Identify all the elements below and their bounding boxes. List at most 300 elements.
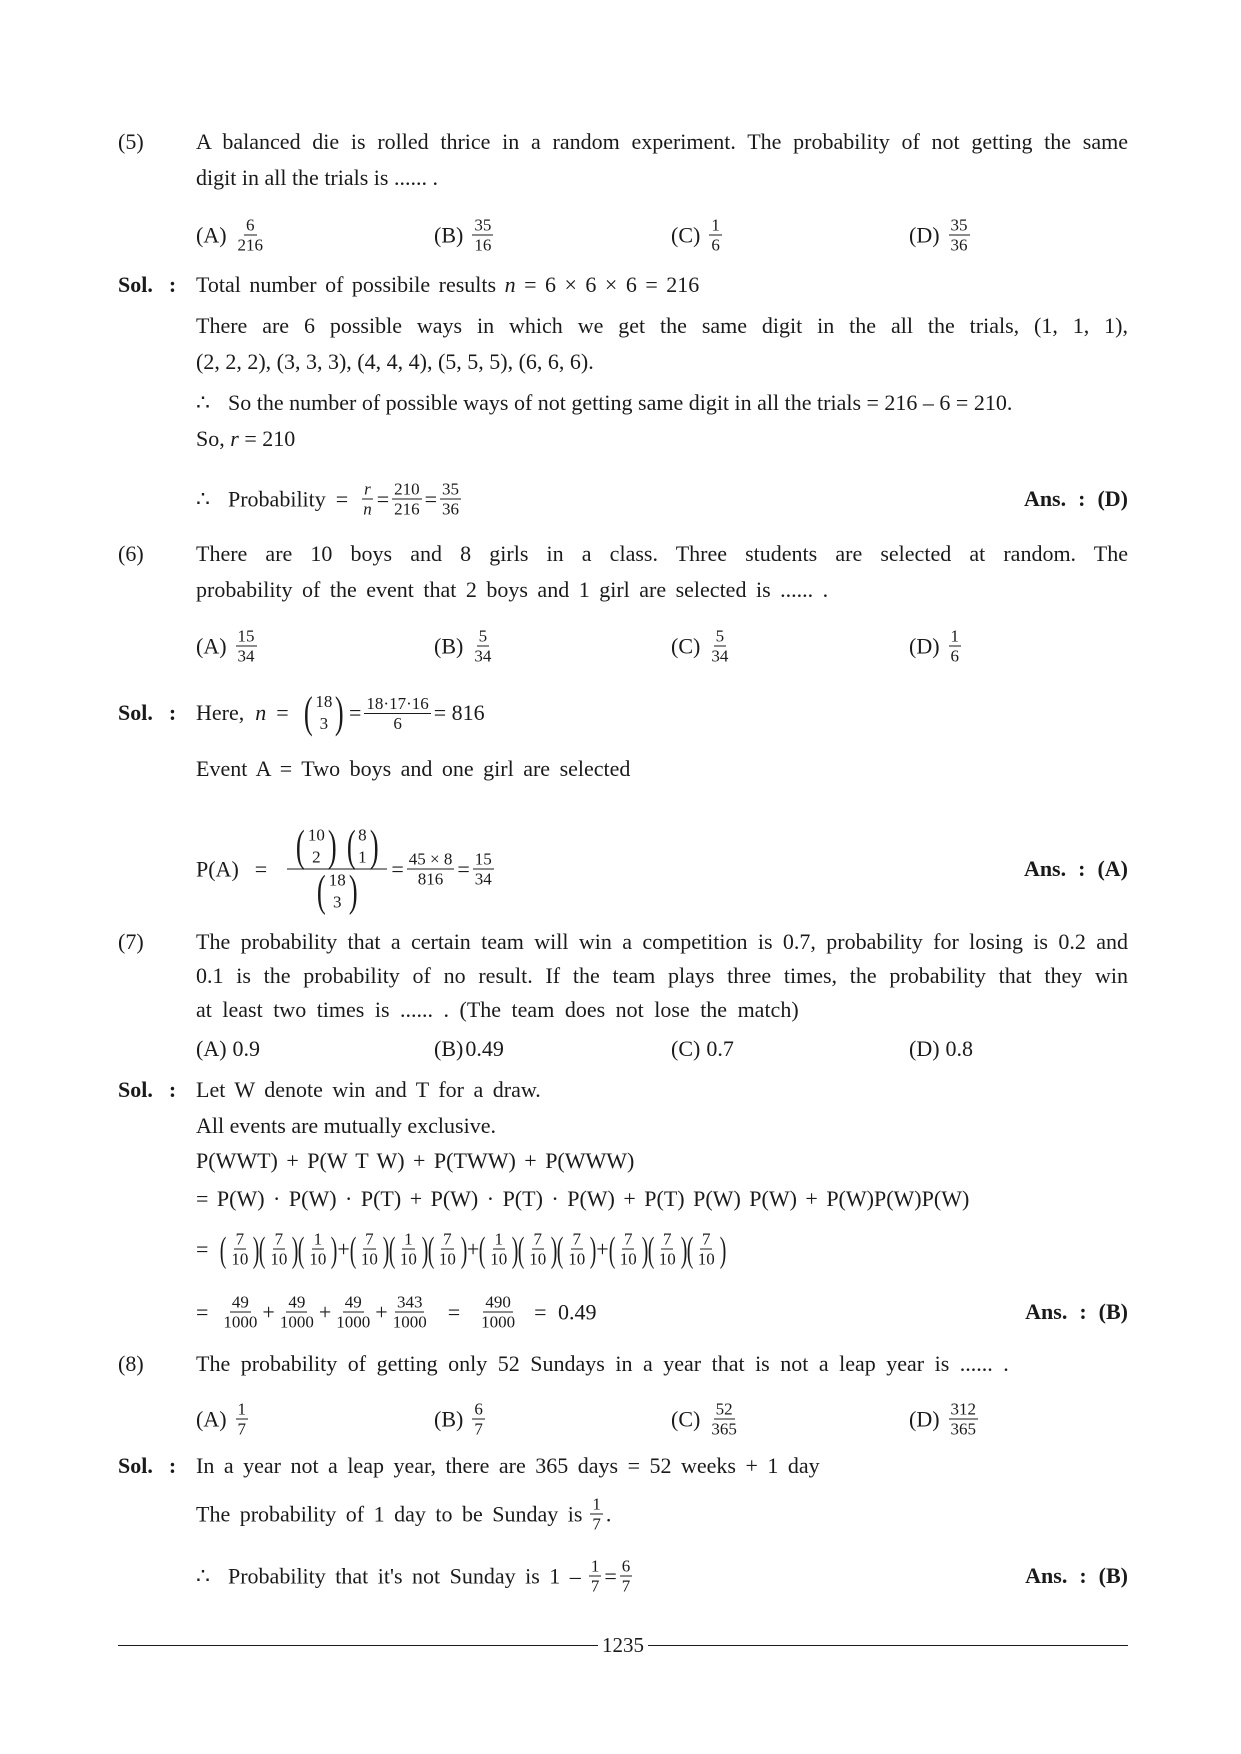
paren: ( xyxy=(388,1229,396,1269)
numerator: 7 xyxy=(662,1229,672,1249)
denominator: 6 xyxy=(950,646,960,666)
fraction xyxy=(473,850,494,889)
numerator: 6 xyxy=(246,215,255,235)
numerator: 6 xyxy=(621,1556,631,1576)
answer-value: (A) xyxy=(1097,856,1128,881)
numerator: 7 xyxy=(274,1229,284,1249)
answer xyxy=(1025,1299,1128,1325)
paren: ( xyxy=(298,1229,305,1269)
solution-line: Let W denote win and T for a draw. xyxy=(196,1077,541,1102)
numerator: 1 xyxy=(313,1229,323,1249)
parenthesized-fraction xyxy=(648,1230,687,1269)
fraction xyxy=(440,480,461,519)
equals: = xyxy=(276,700,289,725)
denominator: 1000 xyxy=(279,1312,314,1332)
denominator: 10 xyxy=(697,1249,715,1269)
equals: = xyxy=(196,1299,209,1324)
text: Probability that it's not Sunday is 1 – xyxy=(228,1563,581,1588)
parenthesized-fraction xyxy=(479,1230,518,1269)
question-text: probability of the event that 2 boys and 1 girl are selected is ...... . xyxy=(196,577,829,602)
text: = 6 × 6 × 6 = 216 xyxy=(524,272,700,297)
option-label: (B) xyxy=(434,1406,464,1431)
denominator: 10 xyxy=(658,1249,676,1269)
text: = 210 xyxy=(244,426,296,451)
solution-label xyxy=(118,272,176,298)
sol-text: Sol. xyxy=(118,1077,153,1102)
fraction xyxy=(472,1400,485,1439)
denominator: 36 xyxy=(442,499,460,519)
fraction xyxy=(364,694,430,733)
option-label: (B) xyxy=(434,1036,464,1061)
solution-line xyxy=(196,426,295,452)
fraction xyxy=(709,1400,739,1439)
question-text: The probability that a certain team will win a competition is 0.7, probability for losing is 0.2 and xyxy=(196,929,1128,954)
sol-text: Sol. xyxy=(118,272,153,297)
denominator: 10 xyxy=(360,1249,378,1269)
solution-line: = P(W) · P(W) · P(T) + P(W) · P(T) · P(W) + P(T) P(W) P(W) + P(W)P(W)P(W) xyxy=(196,1186,970,1211)
denominator: 34 xyxy=(711,646,729,666)
question-text: 0.1 is the probability of no result. If the team plays three times, the probability that they win xyxy=(196,963,1128,988)
ans-label: Ans. xyxy=(1025,1299,1068,1324)
paren: ( xyxy=(608,1229,615,1269)
text: . xyxy=(605,1501,612,1526)
question-number: (6) xyxy=(118,541,144,566)
fraction xyxy=(334,1293,372,1332)
page-number: 1235 xyxy=(602,1633,644,1657)
equals: = xyxy=(196,1236,209,1261)
option-label: (A) xyxy=(196,1036,227,1061)
paren: ( xyxy=(303,688,313,737)
answer xyxy=(1025,1563,1128,1589)
equals: = xyxy=(391,856,404,881)
colon: : xyxy=(1079,1299,1087,1324)
binom-top: 8 xyxy=(358,825,367,845)
fraction xyxy=(590,1495,603,1534)
solution-line xyxy=(196,1557,635,1596)
text: So, xyxy=(196,426,225,451)
answer xyxy=(1024,856,1128,882)
binom-bottom: 3 xyxy=(333,892,342,912)
numerator: 7 xyxy=(235,1229,245,1249)
denominator: 6 xyxy=(393,713,402,733)
denominator: 6 xyxy=(711,235,720,255)
fraction xyxy=(278,1293,316,1332)
fraction xyxy=(620,1557,633,1596)
denominator: 34 xyxy=(474,869,492,889)
numerator: 1 xyxy=(404,1229,413,1249)
fraction xyxy=(479,1293,517,1332)
denominator: 34 xyxy=(237,646,255,666)
denominator: 7 xyxy=(474,1419,483,1439)
fraction xyxy=(398,1230,419,1269)
paren: ) xyxy=(331,1229,338,1269)
denominator: 1000 xyxy=(392,1312,427,1332)
paren: ) xyxy=(550,1229,558,1269)
numerator: 7 xyxy=(443,1229,452,1249)
binomial xyxy=(344,821,382,871)
option-b xyxy=(434,1036,504,1062)
paren: ( xyxy=(427,1229,435,1269)
plus: + xyxy=(337,1236,350,1261)
denominator: 10 xyxy=(399,1249,417,1269)
fraction xyxy=(589,1557,602,1596)
binom-top: 18 xyxy=(315,692,333,711)
option-label: (C) xyxy=(671,222,701,247)
fraction xyxy=(407,850,455,889)
numerator: 49 xyxy=(231,1292,249,1312)
option-d xyxy=(909,1400,981,1439)
numerator: 490 xyxy=(485,1292,511,1312)
numerator: 35 xyxy=(950,215,968,235)
solution-line: All events are mutually exclusive. xyxy=(196,1113,496,1138)
fraction xyxy=(287,821,387,916)
fraction xyxy=(236,216,266,255)
option-b xyxy=(434,216,496,255)
option-b xyxy=(434,1400,488,1439)
option-label: (A) xyxy=(196,1406,227,1431)
fraction xyxy=(709,216,722,255)
option-label: (B) xyxy=(434,222,464,247)
numerator: 35 xyxy=(442,479,460,499)
question-number: (7) xyxy=(118,929,144,954)
solution-line: There are 6 possible ways in which we get the same digit in the all the trials, (1, 1, 1), xyxy=(196,313,1128,338)
denominator: 16 xyxy=(474,235,492,255)
parenthesized-fraction xyxy=(609,1230,648,1269)
equals: = xyxy=(254,856,268,881)
colon: : xyxy=(168,272,177,297)
denominator: 7 xyxy=(237,1419,247,1439)
option-label: (B) xyxy=(434,633,464,658)
paren: ( xyxy=(317,866,326,916)
numerator: 210 xyxy=(394,479,420,499)
denominator: 1000 xyxy=(336,1312,371,1332)
paren: ) xyxy=(292,1229,299,1269)
option-a xyxy=(196,1036,260,1062)
option-label: (D) xyxy=(909,1036,940,1061)
numerator: 1 xyxy=(590,1556,600,1576)
option-label: (D) xyxy=(909,633,940,658)
equals: = xyxy=(348,700,362,725)
option-label: (D) xyxy=(909,222,940,247)
denominator: 1000 xyxy=(223,1312,258,1332)
paren: ( xyxy=(346,821,356,871)
numerator: 52 xyxy=(715,1399,733,1419)
result: = 0.49 xyxy=(534,1299,597,1324)
option-a xyxy=(196,627,260,666)
variable: n xyxy=(504,272,516,297)
plus: + xyxy=(375,1299,388,1324)
paren: ) xyxy=(719,1229,726,1269)
solution-label xyxy=(118,700,176,726)
parenthesized-fraction xyxy=(389,1230,428,1269)
numerator: 343 xyxy=(396,1292,423,1312)
text: Here, xyxy=(196,700,245,725)
paren: ) xyxy=(335,688,345,737)
fraction xyxy=(307,1230,328,1269)
plus: + xyxy=(318,1299,332,1324)
denominator: n xyxy=(363,499,372,519)
numerator: 49 xyxy=(344,1292,362,1312)
numerator: 312 xyxy=(950,1399,977,1419)
denominator: 10 xyxy=(231,1249,249,1269)
numerator: 18·17·16 xyxy=(366,693,429,713)
answer xyxy=(1024,486,1128,512)
text: The probability of 1 day to be Sunday is xyxy=(196,1501,583,1526)
fraction xyxy=(359,1230,380,1269)
question-text: digit in all the trials is ...... . xyxy=(196,165,438,190)
parenthesized-fraction xyxy=(518,1230,557,1269)
numerator: 35 xyxy=(474,215,492,235)
answer-value: (B) xyxy=(1098,1299,1128,1324)
paren: ) xyxy=(327,821,337,871)
option-d xyxy=(909,1036,973,1062)
denominator: 816 xyxy=(417,869,444,889)
text: Total number of possibile results xyxy=(196,272,497,297)
option-c xyxy=(671,1400,742,1439)
probability-equation xyxy=(196,821,497,916)
denominator: 216 xyxy=(394,499,420,519)
fraction xyxy=(618,1230,639,1269)
answer-value: (B) xyxy=(1098,1563,1128,1588)
option-label: (A) xyxy=(196,222,227,247)
numerator: 7 xyxy=(572,1229,582,1249)
fraction xyxy=(391,1293,429,1332)
paren: ) xyxy=(460,1229,468,1269)
numerator: 45 × 8 xyxy=(408,849,453,869)
solution-line xyxy=(196,688,485,737)
parenthesized-fraction xyxy=(428,1230,467,1269)
ans-label: Ans. xyxy=(1023,856,1067,881)
fraction xyxy=(472,627,493,666)
denominator: 7 xyxy=(590,1576,600,1596)
numerator: 7 xyxy=(533,1229,543,1249)
option-label: (D) xyxy=(909,1406,940,1431)
numerator: 1 xyxy=(494,1229,504,1249)
option-label: (C) xyxy=(671,633,701,658)
sol-text: Sol. xyxy=(118,1453,153,1478)
binom-bottom: 2 xyxy=(312,847,321,867)
solution-line: In a year not a leap year, there are 365 days = 52 weeks + 1 day xyxy=(196,1453,820,1478)
fraction xyxy=(229,1230,250,1269)
ans-label: Ans. xyxy=(1023,486,1067,511)
binomial xyxy=(301,688,347,737)
therefore-symbol: ∴ xyxy=(196,390,210,415)
therefore-symbol: ∴ xyxy=(196,486,210,511)
denominator: 10 xyxy=(529,1249,547,1269)
paren: ( xyxy=(686,1229,693,1269)
fraction xyxy=(236,627,257,666)
fraction xyxy=(949,216,970,255)
question-text: at least two times is ...... . (The team does not lose the match) xyxy=(196,997,799,1022)
sum-equation xyxy=(196,1293,597,1332)
binom-bottom: 3 xyxy=(319,714,329,733)
numerator: 1 xyxy=(237,1399,247,1419)
binomial xyxy=(314,866,360,916)
numerator: r xyxy=(364,479,371,499)
parenthesized-fraction xyxy=(687,1230,726,1269)
numerator: 5 xyxy=(715,626,725,646)
question-text: A balanced die is rolled thrice in a random experiment. The probability of not getting the same xyxy=(196,129,1128,154)
fraction xyxy=(221,1293,259,1332)
numerator: 7 xyxy=(365,1229,374,1249)
option-b xyxy=(434,627,496,666)
numerator: 6 xyxy=(474,1399,483,1419)
paren: ) xyxy=(589,1229,597,1269)
paren: ) xyxy=(253,1229,260,1269)
paren: ) xyxy=(680,1229,687,1269)
variable: r xyxy=(230,426,239,451)
question-text: There are 10 boys and 8 girls in a class. Three students are selected at random. The xyxy=(196,541,1128,566)
paren: ( xyxy=(556,1229,564,1269)
option-d xyxy=(909,216,973,255)
fraction xyxy=(949,627,962,666)
parenthesized-fraction xyxy=(350,1230,389,1269)
denominator: 7 xyxy=(621,1576,631,1596)
paren: ( xyxy=(296,821,305,871)
solution-line: P(WWT) + P(W T W) + P(TWW) + P(WWW) xyxy=(196,1148,635,1173)
question-text: The probability of getting only 52 Sundays in a year that is not a leap year is ...... . xyxy=(196,1351,1009,1376)
fraction xyxy=(709,627,730,666)
plus: + xyxy=(596,1236,609,1261)
equals: = xyxy=(376,486,390,511)
paren: ) xyxy=(511,1229,519,1269)
sol-text: Sol. xyxy=(118,700,153,725)
solution-line xyxy=(196,390,1012,416)
question-number: (8) xyxy=(118,1351,144,1376)
text: So the number of possible ways of not getting same digit in all the trials = 216 – 6 = 210. xyxy=(228,390,1013,415)
denominator: 10 xyxy=(568,1249,586,1269)
text: = 816 xyxy=(433,700,485,725)
option-label: (A) xyxy=(196,633,227,658)
therefore-symbol: ∴ xyxy=(196,1563,210,1588)
numerator: 15 xyxy=(474,849,492,869)
solution-line: (2, 2, 2), (3, 3, 3), (4, 4, 4), (5, 5, 5), (6, 6, 6). xyxy=(196,349,594,374)
parenthesized-fraction xyxy=(259,1230,298,1269)
numerator: 1 xyxy=(592,1494,601,1514)
paren: ( xyxy=(259,1229,266,1269)
paren: ) xyxy=(348,866,358,916)
fraction xyxy=(361,480,374,519)
paren: ) xyxy=(382,1229,390,1269)
numerator: 7 xyxy=(701,1229,711,1249)
parenthesized-fraction xyxy=(220,1230,259,1269)
paren: ) xyxy=(369,821,379,871)
fraction xyxy=(527,1230,548,1269)
solution-line xyxy=(196,272,699,298)
solution-label xyxy=(118,1077,176,1103)
binom-top: 10 xyxy=(307,825,325,845)
text: P(A) xyxy=(196,856,239,881)
fraction xyxy=(236,1400,249,1439)
option-d xyxy=(909,627,964,666)
option-value: 0.8 xyxy=(945,1036,974,1061)
denominator: 216 xyxy=(237,235,264,255)
fraction xyxy=(488,1230,509,1269)
equals: = xyxy=(335,486,349,511)
denominator: 34 xyxy=(474,646,492,666)
paren: ( xyxy=(478,1229,486,1269)
binom-top: 18 xyxy=(328,870,346,890)
fraction xyxy=(392,480,422,519)
ans-label: Ans. xyxy=(1025,1563,1068,1588)
numerator: 1 xyxy=(950,626,960,646)
numerator: 7 xyxy=(623,1229,633,1249)
denominator: 1000 xyxy=(481,1312,516,1332)
option-value: 0.7 xyxy=(706,1036,734,1061)
numerator: 15 xyxy=(237,626,255,646)
denominator: 365 xyxy=(711,1419,737,1439)
parenthesized-fraction xyxy=(298,1230,337,1269)
divider xyxy=(648,1645,1128,1647)
option-a xyxy=(196,1400,251,1439)
option-value: 0.49 xyxy=(465,1036,504,1061)
solution-line xyxy=(196,1495,611,1534)
colon: : xyxy=(1078,856,1086,881)
product-expansion xyxy=(196,1230,726,1269)
paren: ( xyxy=(517,1229,525,1269)
page-footer xyxy=(118,1633,1128,1658)
question-number: (5) xyxy=(118,129,144,154)
option-label: (C) xyxy=(671,1036,701,1061)
text: Probability xyxy=(228,486,326,511)
colon: : xyxy=(168,1077,177,1102)
denominator: 10 xyxy=(490,1249,508,1269)
option-value: 0.9 xyxy=(232,1036,261,1061)
equals: = xyxy=(424,486,438,511)
paren: ( xyxy=(349,1229,357,1269)
equals: = xyxy=(457,856,470,881)
denominator: 36 xyxy=(950,235,968,255)
denominator: 7 xyxy=(592,1514,601,1534)
option-a xyxy=(196,216,268,255)
solution-line: Event A = Two boys and one girl are selected xyxy=(196,756,631,781)
paren: ( xyxy=(647,1229,654,1269)
denominator: 10 xyxy=(270,1249,288,1269)
fraction xyxy=(566,1230,587,1269)
plus: + xyxy=(466,1236,480,1261)
colon: : xyxy=(168,700,177,725)
option-c xyxy=(671,627,733,666)
fraction xyxy=(949,1400,979,1439)
equals: = xyxy=(447,1299,461,1324)
paren: ) xyxy=(641,1229,648,1269)
numerator: 5 xyxy=(478,626,488,646)
colon: : xyxy=(168,1453,177,1478)
variable: n xyxy=(255,700,267,725)
answer-value: (D) xyxy=(1097,486,1128,511)
option-label: (C) xyxy=(671,1406,701,1431)
numerator: 1 xyxy=(711,215,720,235)
fraction xyxy=(268,1230,289,1269)
paren: ) xyxy=(421,1229,429,1269)
fraction xyxy=(657,1230,678,1269)
binom-bottom: 1 xyxy=(358,847,367,867)
denominator: 10 xyxy=(438,1249,456,1269)
denominator: 10 xyxy=(309,1249,327,1269)
binomial xyxy=(293,821,339,871)
denominator: 10 xyxy=(619,1249,637,1269)
equals: = xyxy=(604,1563,617,1588)
plus: + xyxy=(262,1299,275,1324)
fraction xyxy=(696,1230,717,1269)
option-c xyxy=(671,216,725,255)
fraction xyxy=(437,1230,458,1269)
option-c xyxy=(671,1036,734,1062)
colon: : xyxy=(1079,1563,1087,1588)
denominator: 365 xyxy=(950,1419,977,1439)
fraction xyxy=(472,216,493,255)
paren: ( xyxy=(220,1229,227,1269)
